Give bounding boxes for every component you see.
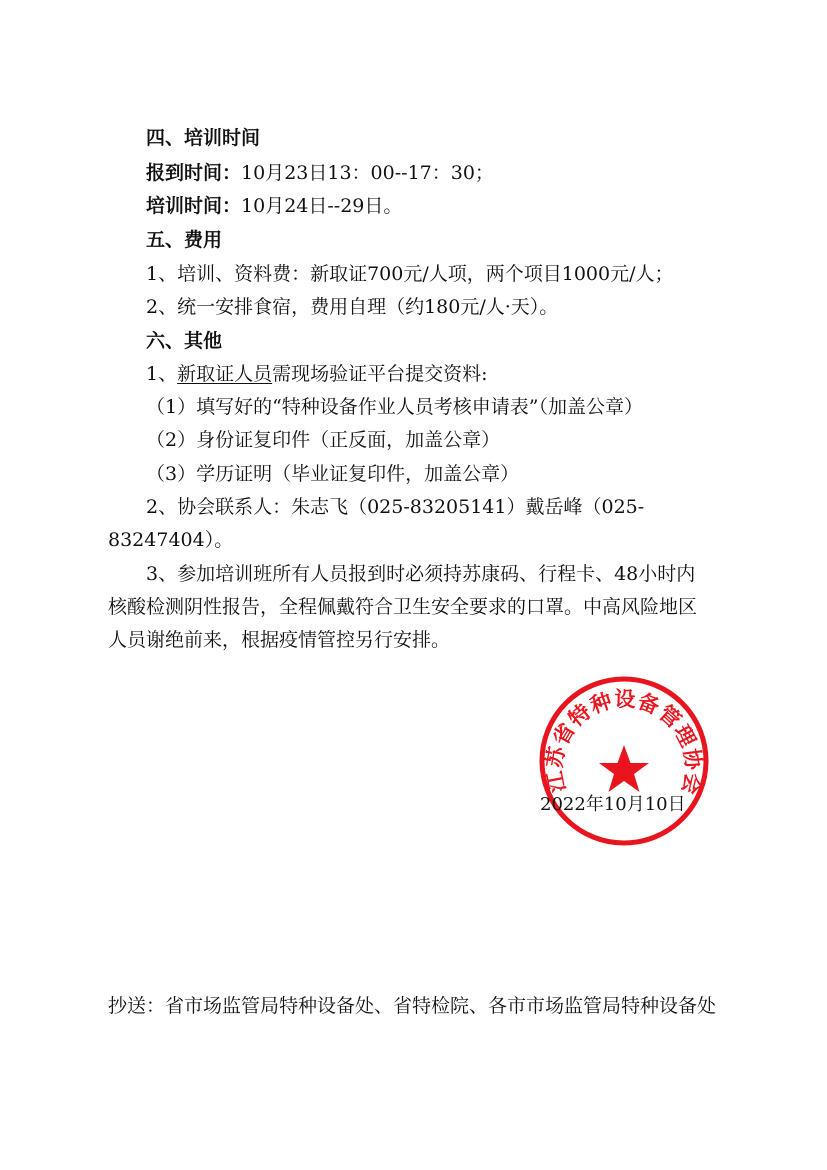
materials-sub-2: （2）身份证复印件（正反面，加盖公章） — [146, 429, 501, 451]
report-time-value: 10月23日13：00--17：30； — [241, 162, 494, 184]
section-6-heading: 六、其他 — [146, 330, 223, 352]
other-item-1 — [146, 362, 488, 386]
new-cert-personnel-text: 新取证人员 — [177, 363, 273, 385]
report-time-label: 报到时间： — [146, 162, 242, 184]
section-4-heading: 四、培训时间 — [146, 127, 261, 149]
other-item-1-rest: 需现场验证平台提交资料: — [272, 363, 488, 385]
official-seal — [538, 675, 710, 847]
notice-line-1: 3、参加培训班所有人员报到时必须持苏康码、行程卡、48小时内 — [146, 563, 696, 585]
notice-line-3: 人员谢绝前来，根据疫情管控另行安排。 — [108, 629, 451, 651]
training-time-line — [146, 194, 402, 218]
seal-star-icon — [599, 745, 649, 792]
seal-text: 江苏省特种设备管理协会 — [542, 687, 706, 798]
other-item-1-prefix: 1、 — [146, 363, 178, 385]
issue-date: 2022年10月10日 — [540, 794, 686, 815]
cc-line: 抄送：省市场监管局特种设备处、省特检院、各市市场监管局特种设备处 — [108, 995, 717, 1017]
materials-sub-3: （3）学历证明（毕业证复印件，加盖公章） — [146, 463, 520, 485]
report-time-line — [146, 161, 494, 185]
training-time-label: 培训时间： — [146, 195, 242, 217]
training-time-value: 10月24日--29日。 — [241, 195, 403, 217]
section-5-heading: 五、费用 — [146, 229, 223, 251]
contact-line-1: 2、协会联系人：朱志飞（025-83205141）戴岳峰（025- — [146, 496, 645, 518]
contact-line-2: 83247404）。 — [108, 529, 234, 551]
fee-item-2: 2、统一安排食宿，费用自理（约180元/人·天）。 — [146, 296, 559, 318]
notice-line-2: 核酸检测阴性报告，全程佩戴符合卫生安全要求的口罩。中高风险地区 — [108, 596, 698, 618]
fee-item-1: 1、培训、资料费：新取证700元/人项，两个项目1000元/人； — [146, 263, 674, 285]
materials-sub-1: （1）填写好的“特种设备作业人员考核申请表”（加盖公章） — [146, 396, 644, 418]
